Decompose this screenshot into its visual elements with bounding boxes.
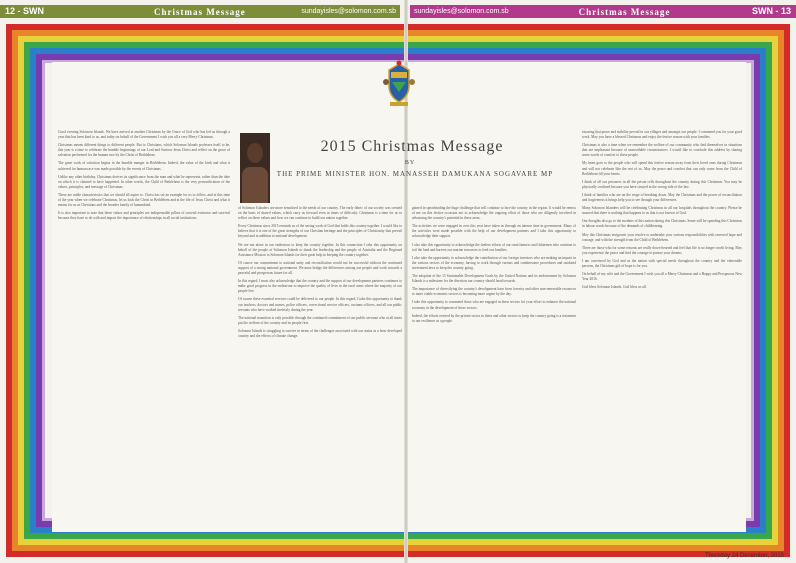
paragraph: God bless Solomon Islands, God bless us all.: [582, 285, 647, 290]
paragraph: Mey this Christmas invigorate your resolve to undertake your various responsibilities with renewed hope and courage, and with the strength from the Child of Bethlehem.: [582, 232, 742, 242]
paragraph: I think of all our prisoners in all the prison cells throughout the country during this Christmas. You may be physically confined because you have strayed in the wrong side of the law.: [582, 179, 742, 189]
paragraph: We are not alone in our endeavour to keep the country together. In this connection I take this opportunity on behalf of the people of Solomon Islands to thank the leadership and the people of Australia and the Regional Assistance Mission to Solomon Islands for their great help in keeping the country together.: [238, 242, 402, 257]
paragraph: The great work of salvation begins in the humble manger in Bethlehem. Indeed, the value of the birth and what it achieved for human race was made possible by the events of Christmas.: [58, 161, 230, 171]
paragraph: Solomon Islands is struggling to survive in terms of the challenges associated with our status as a least developed country and the effects of climate change.: [238, 328, 402, 338]
left-header-url: sundayisles@solomon.com.sb: [301, 8, 396, 15]
article-byline: THE PRIME MINISTER HON. MANASSEH DAMUKANA SOGAVARE MP: [276, 170, 554, 178]
page-date: Thursday 24 December, 2015: [704, 553, 784, 559]
paragraph: I take this opportunity to commend those who are engaged in these sectors for your effort to enhance the national economy in the development of these sectors.: [412, 300, 576, 310]
solomon-islands-coat-of-arms-icon: [382, 60, 416, 110]
column-right-a: [412, 206, 576, 522]
paragraph: Christmas means different things to different people. But to Christians, which Solomon Islands professes itself to be, this year is a time to celebrate the humble beginnings of our Lord and Saviour Jesus Christ and reflect on the grace of salvation performed for the human race by the Christ of Bethlehem.: [58, 143, 230, 158]
paragraph: My heart goes to the people who will spend this festive season away from their loved ones during Christmas and will not celebrate like the rest of us. May the peace and comfort that can only come from the Child of Bethlehem fill your hearts.: [582, 161, 742, 176]
paragraph: Good evening Solomon Islands. We have arrived at another Christmas by the Grace of God who has led us through a year that has been kind to us, and today on behalf of the Government I wish you all a very Merry Christmas.: [58, 130, 230, 140]
page-header: [0, 0, 796, 22]
left-page-number: 12 - SWN: [0, 5, 49, 18]
paragraph: Every Christmas since 2015 reminds us of the saving work of God that holds this country together. I would like to believe that it is one of the great strengths of our Christian heritage and the principles of Christianity that prevail beyond and in addition to national development.: [238, 224, 402, 239]
paragraph: On behalf of my wife and the Government I wish you all a Merry Christmas and a Happy and Prosperous New Year 2016.: [582, 272, 742, 282]
paragraph: Indeed, the efforts exerted by the private sector in these and other sectors to keep the country going is a testament to our resilience as a people.: [412, 313, 576, 323]
paragraph: Unlike any other birthday, Christmas derives its significance from the man and what he represents, rather than the date on which it is claimed to have happened. In other words, the Child of Bethlehem is the very personification of the values, principles, and message of Christmas.: [58, 174, 230, 189]
paragraph: The adoption of the 15 Sustainable Development Goals by the United Nations and its endorsement by Solomon Islands is a milestone for the direction our country should head towards.: [412, 274, 576, 284]
paragraph: The national transition is only possible through the continued commitment of our public servants who at all times put the welfare of the country and its people first.: [238, 315, 402, 325]
paragraph: Christmas is also a time when we remember the welfare of our community who find themselves in situations that are unpleasant because of unavoidable circumstances. I would like to conclude this address by sharing some words of comfort to these people.: [582, 143, 742, 158]
column-middle: [238, 206, 402, 522]
paragraph: These are noble characteristics that we should all aspire to. Christ has set an example for us to follow, and at this time of the year when we celebrate Christmas, let us look the Christ in Bethlehem and at the life of Jesus Christ and what it means for us as Christians and the broader family of humankind.: [58, 192, 230, 208]
paragraph: It is also important to note that these values and principles are indispensable pillars of societal existence and survival because they have to do with and impact the importance of relationships in all social institutions.: [58, 211, 230, 221]
paragraph: I am convinced by God and as the nation with special needs throughout the country and the vulnerable persons, the Christmas gift of hope is for you.: [582, 258, 742, 268]
right-header-bar: [410, 5, 750, 18]
paragraph: Our thoughts also go to the mothers of this nation during this Christmas. Some will be spending this Christmas in labour wards because of the demands of childbearing.: [582, 219, 742, 229]
article-by: BY: [404, 160, 416, 166]
article-title: 2015 Christmas Message: [320, 138, 504, 155]
paragraph: The activities we were engaged in over this year have taken us through an intense time in government. Many of the activities were made possible with the help of our development partners and I take this opportunity to acknowledge their support.: [412, 224, 576, 239]
paragraph: I also take the opportunity to acknowledge the contribution of our foreign investors who are making an impact in the various sectors of the economy, having to work through various and cumbersome procedures and outdated investment laws to keep the country going.: [412, 255, 576, 270]
right-page-number: SWN - 13: [747, 5, 796, 18]
paragraph: In this regard, I must also acknowledge that the country and the support of our development partners continues to make good progress in the endeavour to improve the quality of lives in the rural areas where the majority of our people live.: [238, 279, 402, 294]
paragraph: I also take this opportunity to acknowledge the tireless efforts of our rural farmers and fishermen who continue to toil the land and harvest our marine resources to feed our families.: [412, 242, 576, 252]
column-right-b: [582, 130, 742, 522]
paragraph: ensuring that peace and stability prevail in our villages and amongst our people. I commend you for your good work. May you have a blessed Christmas and enjoy the festive season with your families.: [582, 130, 742, 140]
column-left: [58, 130, 230, 522]
paragraph: Of course our commitment to national unity and reconciliation would not be successful without the continued support of a strong national government. We must bridge the differences among our people and work towards a peaceful and prosperous future for all.: [238, 260, 402, 276]
paragraph: Many Solomon Islanders will be celebrating Christmas in all our hospitals throughout the country. Please be assured that there is nothing that happens to us that is not known of God.: [582, 206, 742, 216]
left-header-bar: [44, 5, 400, 18]
photo-head: [247, 143, 263, 163]
prime-minister-photo: [240, 133, 270, 203]
left-section-title: Christmas Message: [154, 6, 246, 17]
paragraph: The importance of diversifying the country's development base from forestry and other non-renewable resources to more viable economic sectors is becoming more urgent by the day.: [412, 287, 576, 297]
paragraph: of Solomon Islanders are more sensitised to the needs of our country. The early fabric of our society was created on the basis of shared values, which carry us forward even in times of difficulty. Christmas is a time for us to reflect on these values and how we can continue to build our nation together.: [238, 206, 402, 221]
paragraph: Of course these essential services could be delivered to our people. In this regard, I take this opportunity to thank our teachers, doctors and nurses, police officers, correctional service officers, customs officers, and all our public servants who have worked tirelessly during the year.: [238, 297, 402, 312]
paragraph: There are those who for some reasons are really down-hearted and feel that life is no longer worth living. May you experience the peace and find the courage to pursue your dreams.: [582, 245, 742, 255]
right-header-url: sundayisles@solomon.com.sb: [414, 8, 509, 15]
right-section-title: Christmas Message: [578, 6, 671, 17]
paragraph: I think of families who are on the verge of breaking down. May the Christmas and the power of reconciliation and forgiveness it brings help you to see through your differences.: [582, 192, 742, 203]
paragraph: gained in spearheading the huge challenge that will continue to face the country in the region. It would be remiss of me on this festive occasion not to acknowledge the ongoing effort of those who are diligently involved in advancing the country's potential in these areas.: [412, 206, 576, 221]
